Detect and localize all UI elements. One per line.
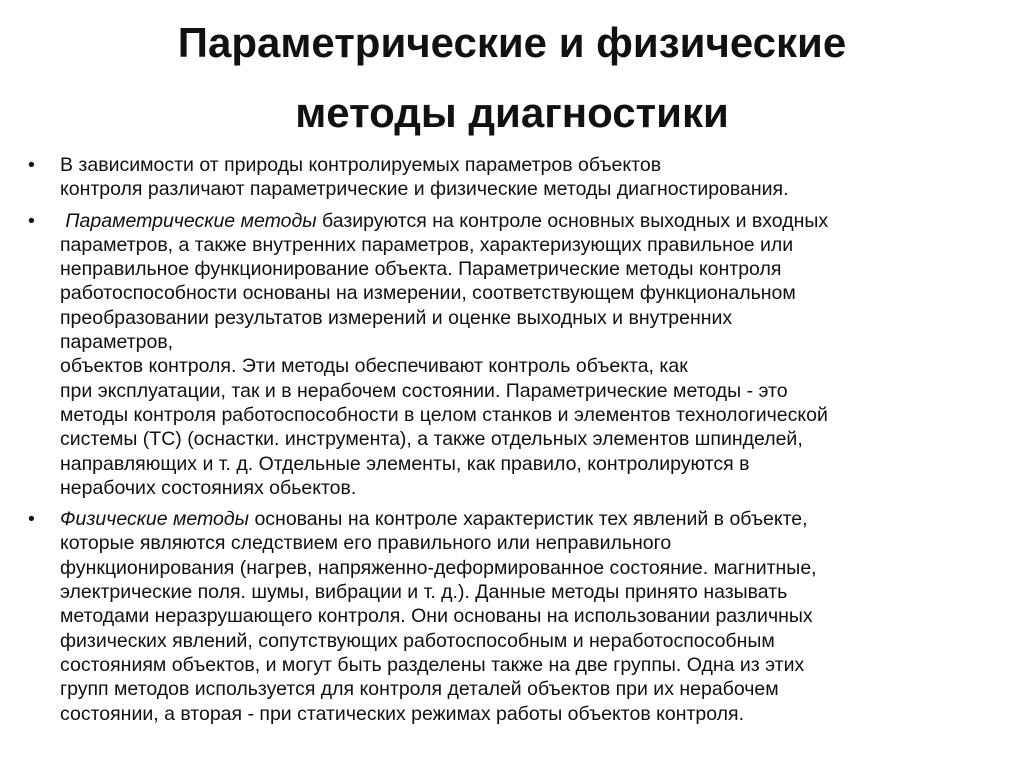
bullet-item-2 xyxy=(26,209,1001,501)
bullet-item-3 xyxy=(26,507,1001,726)
bullet-3-line: электрические поля. шумы, вибрации и т. д.). Данные методы принято называть xyxy=(60,581,788,604)
bullet-2-line: объектов контроля. Эти методы обеспечивают контроль объекта, как xyxy=(60,355,688,378)
bullet-item-1 xyxy=(26,153,1001,202)
bullet-3-line: групп методов используется для контроля деталей объектов при их нерабочем xyxy=(60,678,779,701)
bullet-3-line: состояниям объектов, и могут быть разделены также на две группы. Одна из этих xyxy=(60,653,805,676)
slide-title xyxy=(40,8,984,148)
bullet-2-line: параметров, xyxy=(60,331,174,354)
bullet-2-line: методы контроля работоспособности в целом станков и элементов технологической xyxy=(60,403,828,426)
bullet-3-line: методами неразрушающего контроля. Они основаны на использовании различных xyxy=(60,605,813,628)
bullet-2-line-1 xyxy=(60,209,1001,233)
bullet-list xyxy=(26,153,1001,733)
bullet-marker: • xyxy=(28,209,35,232)
bullet-2-lead-rest: базируются на контроле основных выходных и входных xyxy=(316,209,829,232)
bullet-2-line: системы (ТС) (оснастки. инструмента), а также отдельных элементов шпинделей, xyxy=(60,428,803,451)
term-physical-methods: Физические методы xyxy=(60,508,250,531)
bullet-marker: • xyxy=(28,154,35,176)
bullet-3-line: физических явлений, сопутствующих работоспособным и неработоспособным xyxy=(60,629,775,652)
bullet-2-line: работоспособности основаны на измерении, соответствующем функциональном xyxy=(60,282,796,305)
slide-title-line-1: Параметрические и физические xyxy=(177,19,847,66)
bullet-2-line: при эксплуатации, так и в нерабочем состоянии. Параметрические методы - это xyxy=(60,379,788,402)
bullet-3-line: состоянии, а вторая - при статических режимах работы объектов контроля. xyxy=(60,702,745,725)
bullet-1-line-1: В зависимости от природы контролируемых параметров объектов xyxy=(60,154,662,176)
bullet-1-line-2: контроля различают параметрические и физические методы диагностирования. xyxy=(60,178,789,201)
bullet-3-line-1 xyxy=(60,507,1001,531)
bullet-2-line: нерабочих состояниях обьектов. xyxy=(60,476,357,499)
bullet-2-line: неправильное функционирование объекта. Параметрические методы контроля xyxy=(60,258,782,281)
bullet-marker: • xyxy=(28,508,35,531)
bullet-2-line: параметров, а также внутренних параметров, характеризующих правильное или xyxy=(60,233,794,256)
term-parametric-methods: Параметрические методы xyxy=(60,209,317,232)
bullet-3-lead-rest: основаны на контроле характеристик тех явлений в объекте, xyxy=(249,508,808,531)
bullet-3-line: функционирования (нагрев, напряженно-деформированное состояние. магнитные, xyxy=(60,556,817,579)
slide-title-line-2: методы диагностики xyxy=(295,89,729,136)
bullet-3-line: которые являются следствием его правильного или неправильного xyxy=(60,532,672,555)
bullet-2-line: преобразовании результатов измерений и оценке выходных и внутренних xyxy=(60,306,733,329)
bullet-2-line: направляющих и т. д. Отдельные элементы, как правило, контролируются в xyxy=(60,452,750,475)
